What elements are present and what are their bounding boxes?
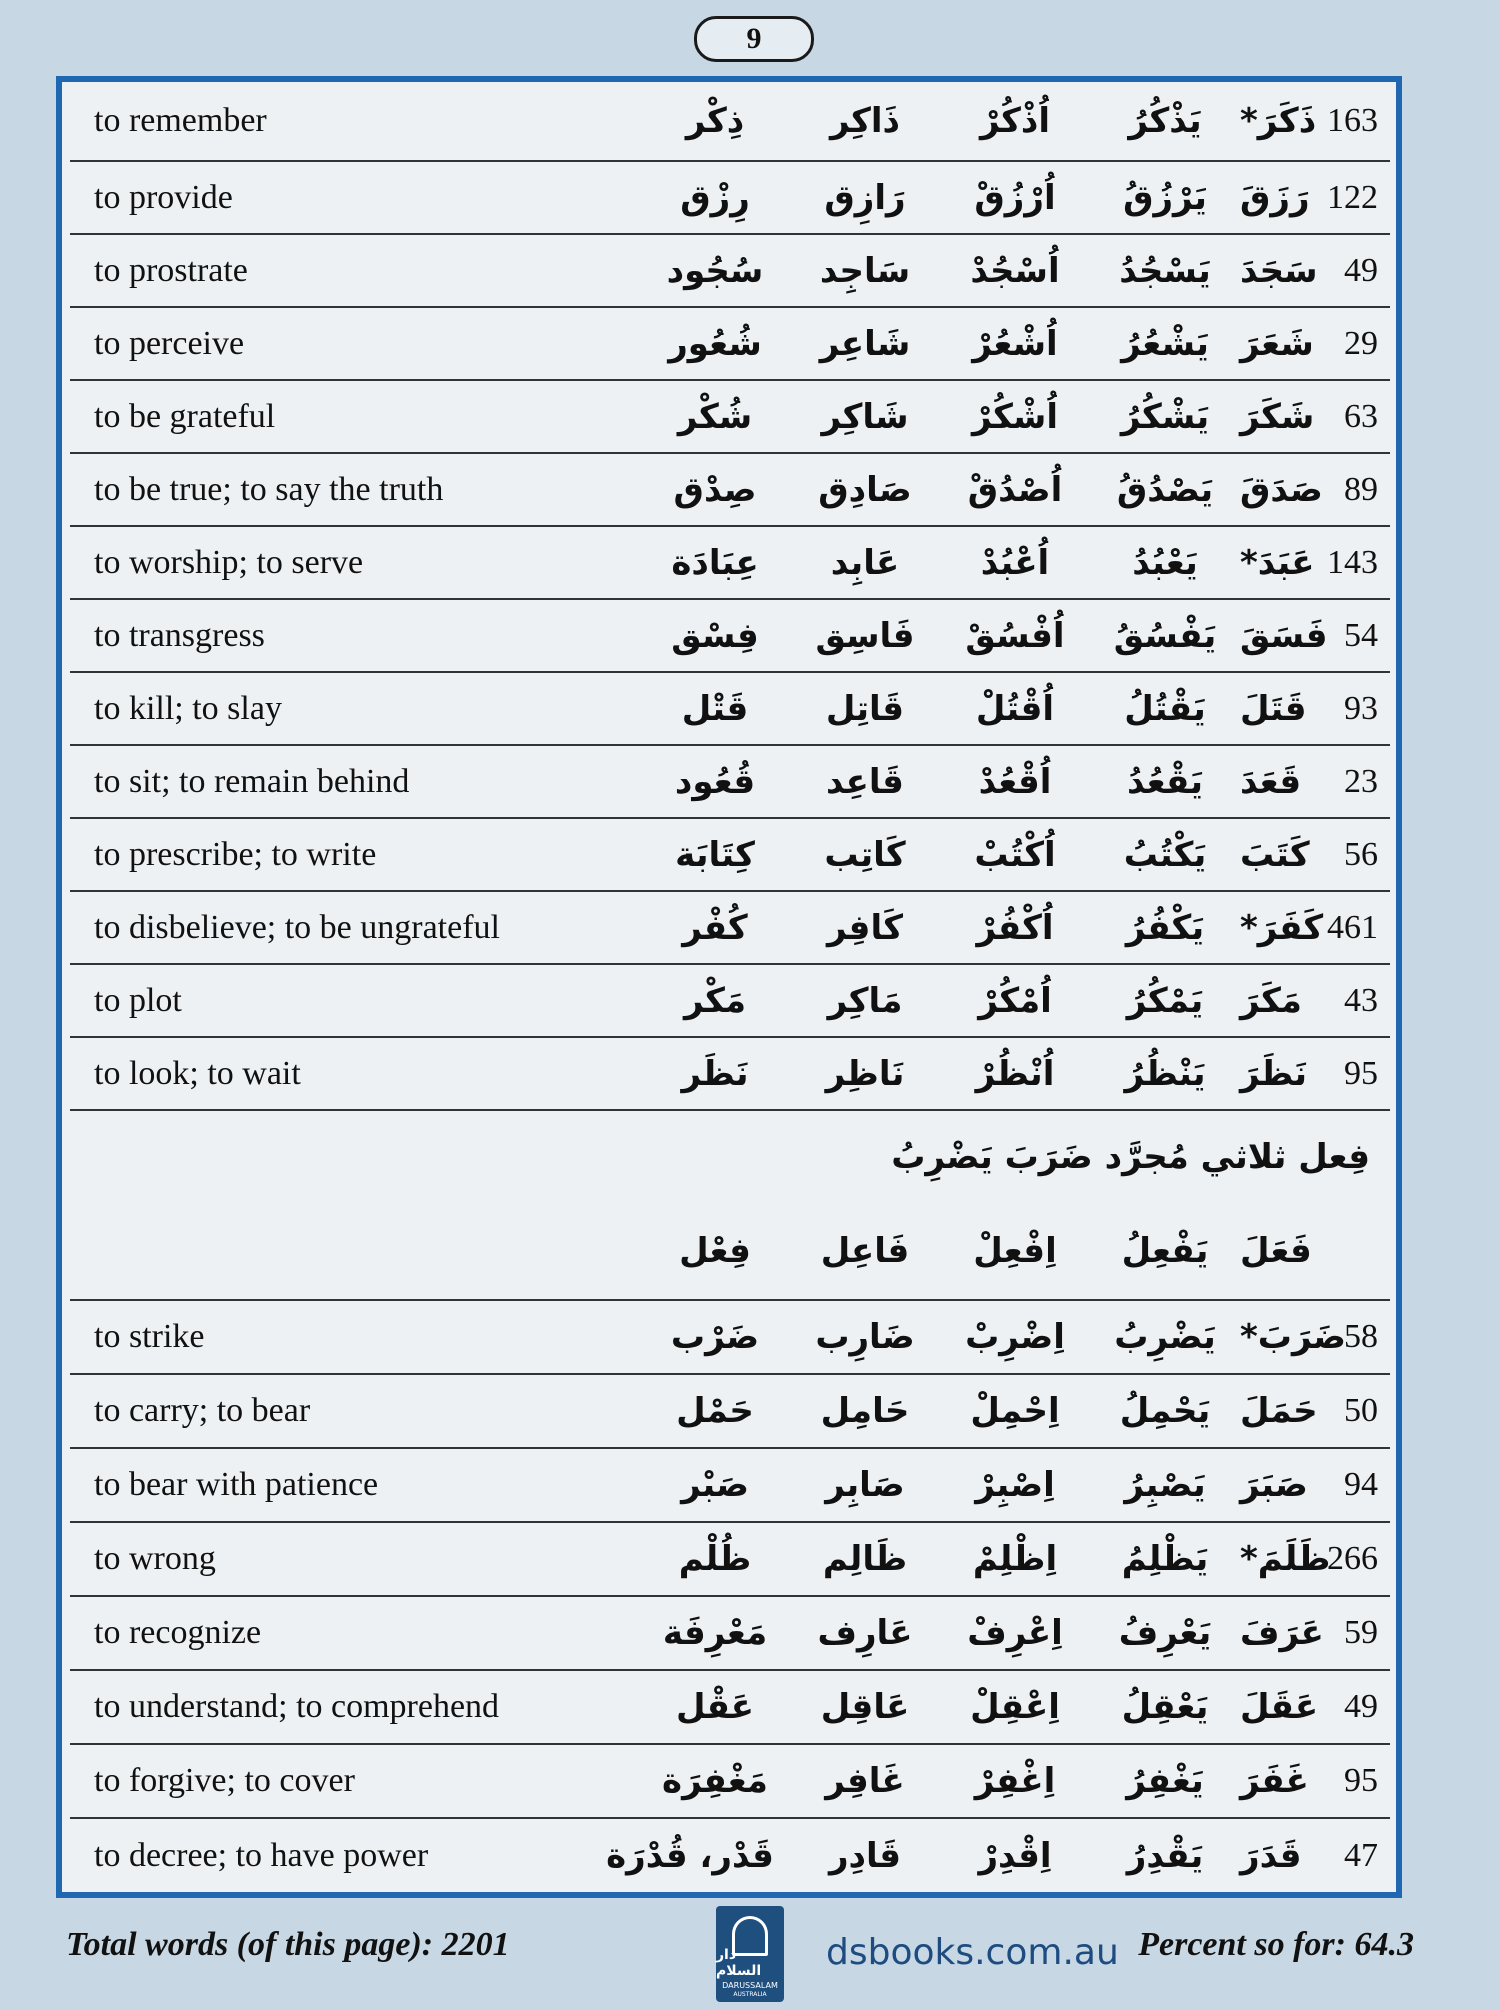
logo-country: AUSTRALIA [733,1991,767,1998]
english-meaning: to recognize [94,1614,262,1651]
past-verb: عَقَلَ [1240,1687,1319,1727]
masdar: ضَرْب [670,1317,760,1357]
present-verb: يَشْعُرُ [1121,323,1209,364]
imperative: اُصْدُقْ [967,469,1063,510]
present-verb: يَذْكُرُ [1128,101,1202,141]
english-meaning: to disbelieve; to be ungrateful [94,908,500,946]
active-participle: ظَالِم [822,1539,908,1579]
occurrence-count: 94 [1344,1466,1378,1503]
present-verb: يَغْفِرُ [1126,1761,1204,1801]
past-verb: فَسَقَ [1240,615,1328,656]
masdar: رِزْق [680,177,750,218]
table-row [70,819,1390,892]
past-verb: سَجَدَ [1240,250,1318,291]
english-meaning: to be grateful [94,397,276,435]
imperative: اُكْتُبْ [974,834,1056,875]
present-verb: يَسْجُدُ [1119,250,1211,291]
occurrence-count: 29 [1344,324,1378,362]
active-participle: كَاتِب [824,834,906,875]
occurrence-count: 63 [1344,397,1378,435]
occurrence-count: 58 [1344,1318,1378,1355]
table-row [70,162,1390,235]
active-participle: غَافِر [825,1761,905,1801]
past-verb: ظَلَمَ* [1240,1539,1331,1579]
table-row [70,892,1390,965]
english-meaning: to sit; to remain behind [94,762,410,800]
active-participle: فَاسِق [815,615,915,656]
active-participle: حَامِل [820,1391,910,1431]
occurrence-count: 266 [1327,1540,1378,1577]
table-row [70,1523,1390,1597]
occurrence-count: 95 [1344,1762,1378,1799]
occurrence-count: 89 [1344,470,1378,508]
past-verb: صَبَرَ [1240,1465,1308,1505]
imperative: اُنْظُرْ [975,1053,1055,1094]
table-row [70,746,1390,819]
occurrence-count: 59 [1344,1614,1378,1651]
past-verb: شَكَرَ [1240,396,1315,437]
table-row [70,235,1390,308]
imperative: اُذْكُرْ [979,101,1051,141]
english-meaning: to provide [94,178,233,216]
masdar: شُعُور [668,323,762,364]
english-meaning: to perceive [94,324,245,362]
table-row [70,1449,1390,1523]
masdar: عَقْل [675,1687,755,1727]
logo-english: DARUSSALAM [722,1981,778,1990]
occurrence-count: 122 [1327,178,1378,216]
past-verb: رَزَقَ [1240,177,1310,218]
occurrence-count: 95 [1344,1054,1378,1092]
present-verb: يَصْدُقُ [1116,469,1214,510]
english-meaning: to look; to wait [94,1054,301,1092]
present-verb: يَشْكُرُ [1120,396,1210,437]
active-participle: مَاكِر [827,980,903,1021]
present-verb: يَحْمِلُ [1119,1391,1211,1431]
masdar: ظُلْم [678,1539,752,1579]
past-verb: صَدَقَ [1240,469,1323,510]
occurrence-count: 163 [1327,102,1378,139]
dome-icon [732,1916,768,1956]
masdar: عِبَادَة [671,542,759,583]
present-verb: يَكْفُرُ [1125,907,1205,948]
masdar: فِسْق [671,615,759,656]
logo-arabic: دار السلام [716,1947,762,1979]
active-participle: صَابِر [825,1465,905,1505]
active-participle: عَابِد [830,542,900,583]
masdar: نَظَر [681,1053,749,1094]
english-meaning: to bear with patience [94,1466,379,1503]
imperative: اُقْتُلْ [975,688,1055,729]
imperative: اُعْبُدْ [980,542,1050,583]
active-participle: نَاظِر [825,1053,905,1094]
active-participle: سَاجِد [819,250,911,291]
masdar: مَكْر [684,980,746,1021]
table-row [70,673,1390,746]
occurrence-count: 47 [1344,1836,1378,1874]
imperative: اِفْعِلْ [973,1231,1057,1271]
past-verb: قَعَدَ [1240,761,1302,802]
masdar: ذِكْر [685,101,745,141]
darussalam-logo [716,1906,784,2002]
imperative: اِحْمِلْ [970,1391,1060,1431]
imperative: اِقْدِرْ [978,1835,1052,1876]
active-participle: شَاكِر [821,396,909,437]
imperative: اُرْزُقْ [974,177,1056,218]
table-row [70,1819,1390,1892]
masdar: شُكْر [677,396,753,437]
occurrence-count: 93 [1344,689,1378,727]
occurrence-count: 23 [1344,762,1378,800]
occurrence-count: 56 [1344,835,1378,873]
imperative: اُكْفُرْ [976,907,1054,948]
past-verb: قَدَرَ [1240,1835,1302,1876]
present-verb: يَعْبُدُ [1132,542,1198,583]
masdar: سُجُود [666,250,764,291]
pattern-row [70,1203,1390,1301]
present-verb: يَضْرِبُ [1114,1317,1216,1357]
occurrence-count: 461 [1327,908,1378,946]
total-words: Total words (of this page): 2201 [66,1926,510,1963]
english-meaning: to plot [94,981,182,1019]
table-row [70,1038,1390,1111]
present-verb: يَمْكُرُ [1126,980,1204,1021]
imperative: اِغْفِرْ [974,1761,1056,1801]
past-verb: عَرَفَ [1240,1613,1324,1653]
masdar: مَعْرِفَة [662,1613,768,1653]
present-verb: يَنْظُرُ [1124,1053,1206,1094]
present-verb: يَفْعِلُ [1121,1231,1209,1271]
english-meaning: to remember [94,102,267,139]
active-participle: ضَارِب [815,1317,915,1357]
masdar: كِتَابَة [675,834,755,875]
imperative: اُسْجُدْ [970,250,1060,291]
english-meaning: to prostrate [94,251,248,289]
masdar: قُعُود [674,761,756,802]
table-row [70,600,1390,673]
past-verb: نَظَرَ [1240,1053,1308,1094]
section-header [70,1111,1390,1203]
english-meaning: to transgress [94,616,265,654]
past-verb: كَتَبَ [1240,834,1310,875]
masdar: فِعْل [679,1231,751,1271]
occurrence-count: 54 [1344,616,1378,654]
table-row [70,527,1390,600]
table-row [70,1375,1390,1449]
english-meaning: to understand; to comprehend [94,1688,500,1725]
past-verb: غَفَرَ [1240,1761,1309,1801]
present-verb: يَعْقِلُ [1121,1687,1209,1727]
past-verb: قَتَلَ [1240,688,1307,729]
occurrence-count: 143 [1327,543,1378,581]
english-meaning: to strike [94,1318,205,1355]
imperative: اِضْرِبْ [965,1317,1065,1357]
table-row [70,965,1390,1038]
masdar: كُفْر [682,907,748,948]
imperative: اُقْعُدْ [978,761,1052,802]
table-row [70,308,1390,381]
english-meaning: to kill; to slay [94,689,282,727]
imperative: اُشْكُرْ [972,396,1059,437]
active-participle: صَادِق [818,469,912,510]
table-row [70,1597,1390,1671]
imperative: اُشْعُرْ [972,323,1058,364]
present-verb: يَقْتُلُ [1124,688,1206,729]
past-verb: شَعَرَ [1240,323,1314,364]
english-meaning: to decree; to have power [94,1836,429,1874]
english-meaning: to worship; to serve [94,543,364,581]
past-verb: حَمَلَ [1240,1391,1318,1431]
past-verb: كَفَرَ* [1240,907,1324,948]
past-verb: فَعَلَ [1240,1231,1312,1271]
occurrence-count: 49 [1344,1688,1378,1725]
present-verb: يَصْبِرُ [1124,1465,1206,1505]
table-row [70,381,1390,454]
table-row [70,1301,1390,1375]
table-row [70,1671,1390,1745]
table-row [70,454,1390,527]
present-verb: يَقْدِرُ [1126,1835,1204,1876]
masdar: قَتْل [681,688,749,729]
table-row [70,82,1390,162]
website-link[interactable]: dsbooks.com.au [826,1932,1119,1973]
past-verb: عَبَدَ* [1240,542,1315,583]
occurrence-count: 43 [1344,981,1378,1019]
masdar: صَبْر [681,1465,749,1505]
english-meaning: to carry; to bear [94,1392,311,1429]
active-participle: فَاعِل [820,1231,910,1271]
active-participle: عَارِف [817,1613,913,1653]
english-meaning: to wrong [94,1540,216,1577]
present-verb: يَرْزُقُ [1123,177,1207,218]
occurrence-count: 49 [1344,251,1378,289]
present-verb: يَظْلِمُ [1121,1539,1209,1579]
past-verb: مَكَرَ [1240,980,1302,1021]
page-number: 9 [694,16,814,62]
imperative: اِظْلِمْ [972,1539,1058,1579]
active-participle: ذَاكِر [829,101,901,141]
percent-so-far: Percent so for: 64.3 [1138,1926,1414,1963]
english-meaning: to forgive; to cover [94,1762,355,1799]
past-verb: ذَكَرَ* [1240,101,1317,141]
masdar: مَغْفِرَة [662,1761,768,1801]
active-participle: رَازِق [824,177,906,218]
english-meaning: to be true; to say the truth [94,470,444,508]
english-meaning: to prescribe; to write [94,835,377,873]
present-verb: يَفْسُقُ [1113,615,1217,656]
active-participle: قَاعِد [826,761,904,802]
imperative: اُمْكُرْ [978,980,1052,1021]
masdar: قَدْر، قُدْرَة [606,1835,774,1876]
active-participle: شَاعِر [819,323,911,364]
active-participle: قَاتِل [825,688,905,729]
active-participle: قَادِر [828,1835,902,1876]
present-verb: يَعْرِفُ [1118,1613,1212,1653]
present-verb: يَقْعُدُ [1126,761,1204,802]
occurrence-count: 50 [1344,1392,1378,1429]
table-row [70,1745,1390,1819]
imperative: اُفْسُقْ [965,615,1065,656]
masdar: صِدْق [673,469,757,510]
active-participle: عَاقِل [820,1687,910,1727]
masdar: حَمْل [676,1391,754,1431]
active-participle: كَافِر [827,907,903,948]
past-verb: ضَرَبَ* [1240,1317,1346,1357]
imperative: اِصْبِرْ [975,1465,1055,1505]
imperative: اِعْقِلْ [970,1687,1060,1727]
section-title: فِعل ثلاثي مُجرَّد ضَرَبَ يَضْرِبُ [891,1137,1370,1177]
present-verb: يَكْتُبُ [1123,834,1207,875]
imperative: اِعْرِفْ [967,1613,1063,1653]
vocabulary-table [56,76,1402,1898]
